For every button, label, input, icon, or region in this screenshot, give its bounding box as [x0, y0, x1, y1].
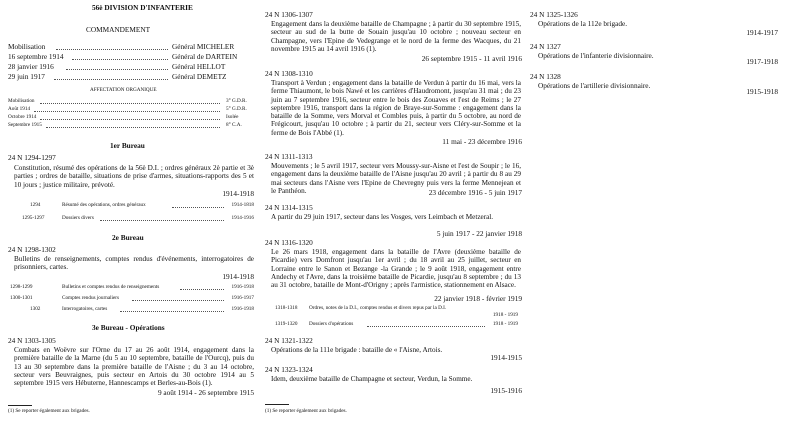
archive-ref: 24 N 1321-1322 [265, 336, 313, 345]
archive-description: Opérations de l'infanterie divisionnaire. [538, 51, 654, 60]
leader-dots [72, 59, 168, 60]
archive-description: Bulletins de renseignements, comptes rendus d'événements, interrogatoires de prisonniers, cartes. [14, 255, 254, 272]
archive-description: A partir du 29 juin 1917, secteur dans les Vosges, vers Leimbach et Metzeral. [271, 213, 494, 221]
sub-item-number: 1300-1301 [10, 295, 33, 301]
sub-item-label: Résumé des opérations, ordres généraux [62, 202, 146, 208]
commander-date: 16 septembre 1914 [8, 52, 64, 61]
sub-item-label: Comptes rendus journaliers [62, 295, 120, 301]
footnote: (1) Se reporter également aux brigades. [265, 408, 347, 414]
sub-item-number: 1302 [30, 306, 41, 312]
sub-item-label: Ordres, notes de la D.I., comptes rendus et divers repus par la D.I. [309, 305, 447, 311]
archive-ref: 24 N 1298-1302 [8, 245, 56, 254]
commander-date: Mobilisation [8, 42, 46, 51]
affectation-value: 8° C.A. [226, 122, 242, 128]
archive-dates: 9 août 1914 - 26 septembre 1915 [157, 388, 254, 397]
archive-description: Constitution, résumé des opérations de la 56è D.I. ; ordres généraux 2è partie et 3è parties ; ordres de bataille, situations de prise d'armes, situations-rapports des 5 et 10 jours ; justice militaire, prévoté. [14, 164, 254, 189]
affectation-value: Isolée [226, 114, 239, 120]
affectation-date: Septembre 1915 [8, 122, 42, 128]
archive-ref: 24 N 1314-1315 [265, 203, 313, 212]
archive-ref: 24 N 1311-1313 [265, 152, 313, 161]
sub-item-number: 1294 [30, 202, 41, 208]
archive-ref: 24 N 1323-1324 [265, 365, 313, 374]
sub-item-dates: 1914-1818 [231, 202, 254, 208]
archive-ref: 24 N 1294-1297 [8, 153, 56, 162]
bureau-heading: 2e Bureau [112, 233, 144, 242]
archive-dates: 5 juin 1917 - 22 janvier 1918 [436, 229, 522, 238]
archive-dates: 22 janvier 1918 - février 1919 [434, 294, 522, 303]
sub-item-number: 1298-1299 [10, 284, 33, 290]
leader-dots [132, 300, 224, 301]
archive-description: Opérations de l'artillerie divisionnaire. [538, 81, 651, 90]
archive-ref: 24 N 1327 [530, 42, 561, 51]
archive-ref: 24 N 1328 [530, 72, 561, 81]
archive-dates: 23 décembre 1916 - 5 juin 1917 [428, 188, 522, 197]
leader-dots [34, 111, 220, 112]
commander-name: Général DEMETZ [172, 72, 227, 81]
leader-dots [120, 311, 224, 312]
archive-ref: 24 N 1308-1310 [265, 69, 313, 78]
archive-description: Le 26 mars 1918, engagement dans la bataille de l'Avre (deuxième bataille de Picardie) vers Domfront jusqu'au 1er avril ; du 18 avril au 25 juillet, secteur en Lorraine entre le Sanon et Bezange -la Grande ; le 9 août 1918, engagement entre Andechy et l'Avre, dans la troisième bataille de Picardie, jusqu'au 8 septembre ; du 13 au 31 octobre, bataille de Mont-d'Origny ; après l'armistice, stationnement en Alsace. [271, 248, 521, 289]
sub-item-label: Dossiers d'opérations [309, 321, 354, 327]
sub-item-dates: 1916-1918 [231, 284, 254, 290]
archive-dates: 1917-1918 [746, 57, 778, 66]
footnote-rule [265, 404, 289, 405]
archive-dates: 1915-1916 [490, 386, 522, 395]
sub-item-dates: 1916-1918 [231, 306, 254, 312]
footnote: (1) Se reporter également aux brigades. [8, 408, 90, 414]
page-title: 56è DIVISION D'INFANTERIE [92, 3, 193, 12]
leader-dots [40, 103, 220, 104]
sub-item-label: Dossiers divers [62, 215, 94, 221]
leader-dots [54, 79, 168, 80]
sub-item-number: 1318-1318 [275, 305, 298, 311]
archive-dates: 1914-1918 [222, 189, 254, 198]
sub-item-dates: 1918 - 1919 [492, 312, 518, 318]
leader-dots [100, 220, 224, 221]
archive-dates: 1914-1917 [746, 28, 778, 37]
commander-name: Général HELLOT [172, 62, 226, 71]
commander-date: 29 juin 1917 [8, 72, 45, 81]
section-affectation: AFFECTATION ORGANIQUE [90, 87, 157, 93]
archive-description: Idem, deuxième bataille de Champagne et secteur, Verdun, la Somme. [271, 375, 473, 383]
affectation-date: Août 1914 [8, 106, 31, 112]
affectation-date: Mobilisation [8, 98, 35, 104]
archive-dates: 1914-1918 [222, 272, 254, 281]
sub-item-label: Bulletins et comptes rendus de renseignements [62, 284, 160, 290]
sub-item-dates: 1916-1917 [231, 295, 254, 301]
footnote-rule [8, 405, 32, 406]
sub-item-dates: 1918 - 1919 [492, 321, 518, 327]
archive-description: Opérations de la 111e brigade : bataille de « l'Aisne, Artois. [271, 346, 443, 354]
leader-dots [66, 69, 168, 70]
bureau-heading: 3e Bureau - Opérations [92, 323, 165, 332]
leader-dots [46, 127, 220, 128]
archive-ref: 24 N 1316-1320 [265, 238, 313, 247]
leader-dots [40, 119, 220, 120]
leader-dots [180, 289, 224, 290]
leader-dots [56, 49, 168, 50]
commander-name: Général de DARTEIN [172, 52, 238, 61]
affectation-value: 3° G.D.R. [226, 98, 247, 104]
sub-item-number: 1295-1297 [22, 215, 45, 221]
archive-dates: 1915-1918 [746, 87, 778, 96]
sub-item-label: Interrogatoires, cartes [62, 306, 108, 312]
leader-dots [367, 326, 485, 327]
archive-ref: 24 N 1303-1305 [8, 336, 56, 345]
archive-description: Opérations de la 112e brigade. [538, 19, 628, 28]
leader-dots [172, 207, 224, 208]
archive-description: Engagement dans la deuxième bataille de Champagne ; à partir du 30 septembre 1915, secteur au sud de la butte de Souain jusqu'au 10 octobre ; nouveau secteur en Champagne, vers l'Epine de Vedegrange et le nord de la ferme des Wacques, du 21 novembre 1915 au 14 avril 1916 (1). [271, 20, 521, 53]
archive-dates: 1914-1915 [490, 353, 522, 362]
archive-description: Combats en Woëvre sur l'Orne du 17 au 26 août 1914, engagement dans la première bataille de la Marne (du 5 au 10 septembre, bataille de l'Ourcq), puis du 13 au 30 septembre dans la première bataille de l'Aisne ; du 3 au 14 octobre, secteur vers Beuvraignes, puis secteur en Artois du 30 octobre 1914 au 5 septembre 1915 vers Hébuterne, Hannescamps et Berles-au-Bois (1). [14, 346, 254, 387]
archive-description: Mouvements ; le 5 avril 1917, secteur vers Moussy-sur-Aisne et l'est de Soupir ; le 16, engagement dans la deuxième bataille de l'Aisne jusqu'au 20 avril ; à partir du 8 au 29 mai secteurs dans l'Aisne vers l'Epine de Chevregny puis vers la ferme Mennejean et le Panthéon. [271, 162, 521, 195]
archive-ref: 24 N 1325-1326 [530, 10, 578, 19]
section-commandement: COMMANDEMENT [86, 25, 151, 34]
affectation-value: 5° G.D.R. [226, 106, 247, 112]
sub-item-dates: 1914-1916 [231, 215, 254, 221]
archive-dates: 26 septembre 1915 - 11 avril 1916 [421, 54, 522, 63]
archive-description: Transport à Verdun ; engagement dans la bataille de Verdun à partir du 16 mai, vers la ferme Thiaumont, le bois Nawé et les carrières d'Haudromont, jusqu'au 31 mai ; du 23 juin au 7 septembre 1916, secteur entre le bois des Zouaves et l'est de Reims ; le 27 septembre 1916, transport dans la région de Braye-sur-Somme : engagement dans la bataille de la Somme, vers Morval et Combles puis, à partir du 5 octobre, au nord de Frégicourt, jusqu'au 10 octobre ; à partir du 21, secteur vers Cléry-sur-Somme et la ferme de Bois l'Abbé (1). [271, 79, 521, 137]
commander-date: 28 janvier 1916 [8, 62, 54, 71]
bureau-heading: 1er Bureau [110, 141, 145, 150]
sub-item-number: 1319-1320 [275, 321, 298, 327]
affectation-date: Octobre 1914 [8, 114, 37, 120]
archive-ref: 24 N 1306-1307 [265, 10, 313, 19]
commander-name: Général MICHELER [172, 42, 235, 51]
archive-dates: 11 mai - 23 décembre 1916 [442, 137, 522, 146]
